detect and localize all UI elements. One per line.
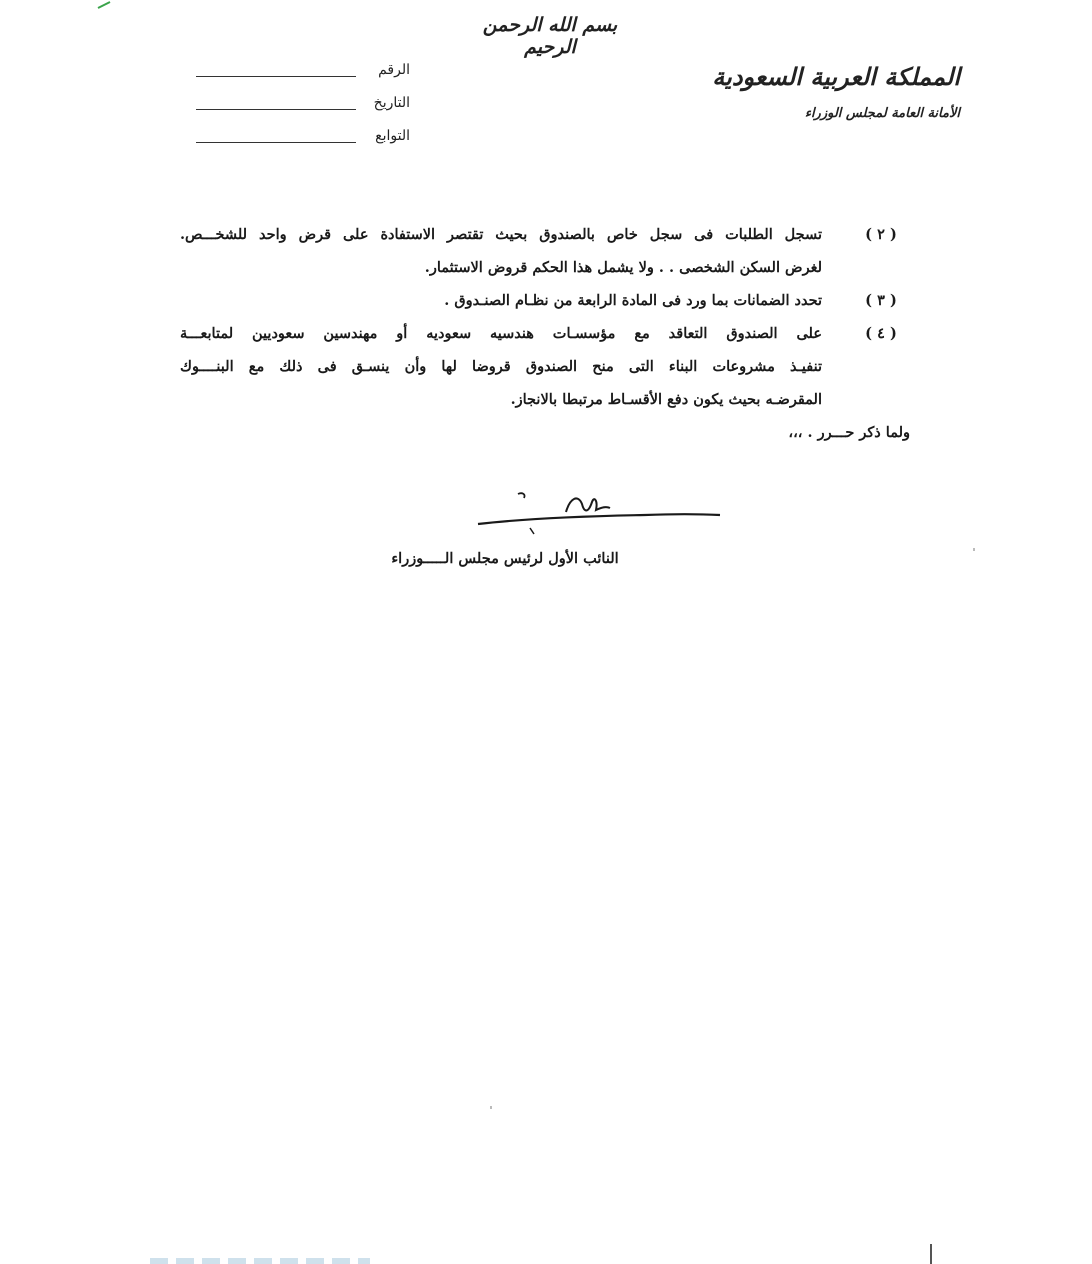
green-corner-mark [96, 0, 120, 10]
attachments-field-label: التوابع [375, 128, 410, 144]
scan-speck [490, 1106, 492, 1109]
clause-line: المقرضـه بحيث يكون دفع الأقسـاط مرتبطا بالانجاز. [510, 391, 822, 408]
clause-line: تنفيـذ مشروعات البناء التى منح الصندوق قروضا لها وأن ينسـق فى ذلك مع البنــــوك [180, 358, 822, 375]
date-field [190, 95, 430, 128]
attachments-field [190, 128, 430, 161]
footer-tick [930, 1244, 932, 1264]
scan-speck [973, 548, 975, 551]
date-field-line [196, 109, 356, 110]
footer-strip [150, 1258, 370, 1264]
clause-2 [180, 218, 910, 284]
signatory-title: النائب الأول لرئيس مجلس الـــــوزراء [391, 550, 619, 567]
reference-fields [190, 62, 430, 161]
letterhead-logo [712, 60, 960, 150]
letterhead-title: المملكة العربية السعودية [712, 62, 960, 91]
number-field-label: الرقم [378, 62, 410, 78]
letterhead-subtitle: الأمانة العامة لمجلس الوزراء [804, 106, 960, 121]
handwritten-signature [470, 488, 730, 538]
attachments-field-line [196, 142, 356, 143]
clause-number: ( ٤ ) [865, 325, 897, 342]
clause-line: لغرض السكن الشخصى . . ولا يشمل هذا الحكم قروض الاستثمار. [424, 259, 822, 276]
closing-line: ولما ذكر حـــرر . ،،، [788, 424, 910, 441]
clause-line: على الصندوق التعاقد مع مؤسسـات هندسيه سعوديه أو مهندسين سعوديين لمتابعـــة [180, 325, 822, 342]
clause-line: تسجل الطلبات فى سجل خاص بالصندوق بحيث تقتصر الاستفادة على قرض واحد للشخـــص. [180, 226, 822, 243]
basmala-heading: بسم الله الرحمن الرحيم [482, 14, 618, 58]
clause-4 [180, 317, 910, 416]
number-field [190, 62, 430, 95]
clause-line: تحدد الضمانات بما ورد فى المادة الرابعة من نظـام الصنـدوق . [444, 292, 822, 309]
letter-body [180, 218, 910, 449]
number-field-line [196, 76, 356, 77]
clause-number: ( ٣ ) [865, 292, 897, 309]
clause-3 [180, 284, 910, 317]
date-field-label: التاريخ [373, 95, 410, 111]
clause-number: ( ٢ ) [865, 226, 897, 243]
